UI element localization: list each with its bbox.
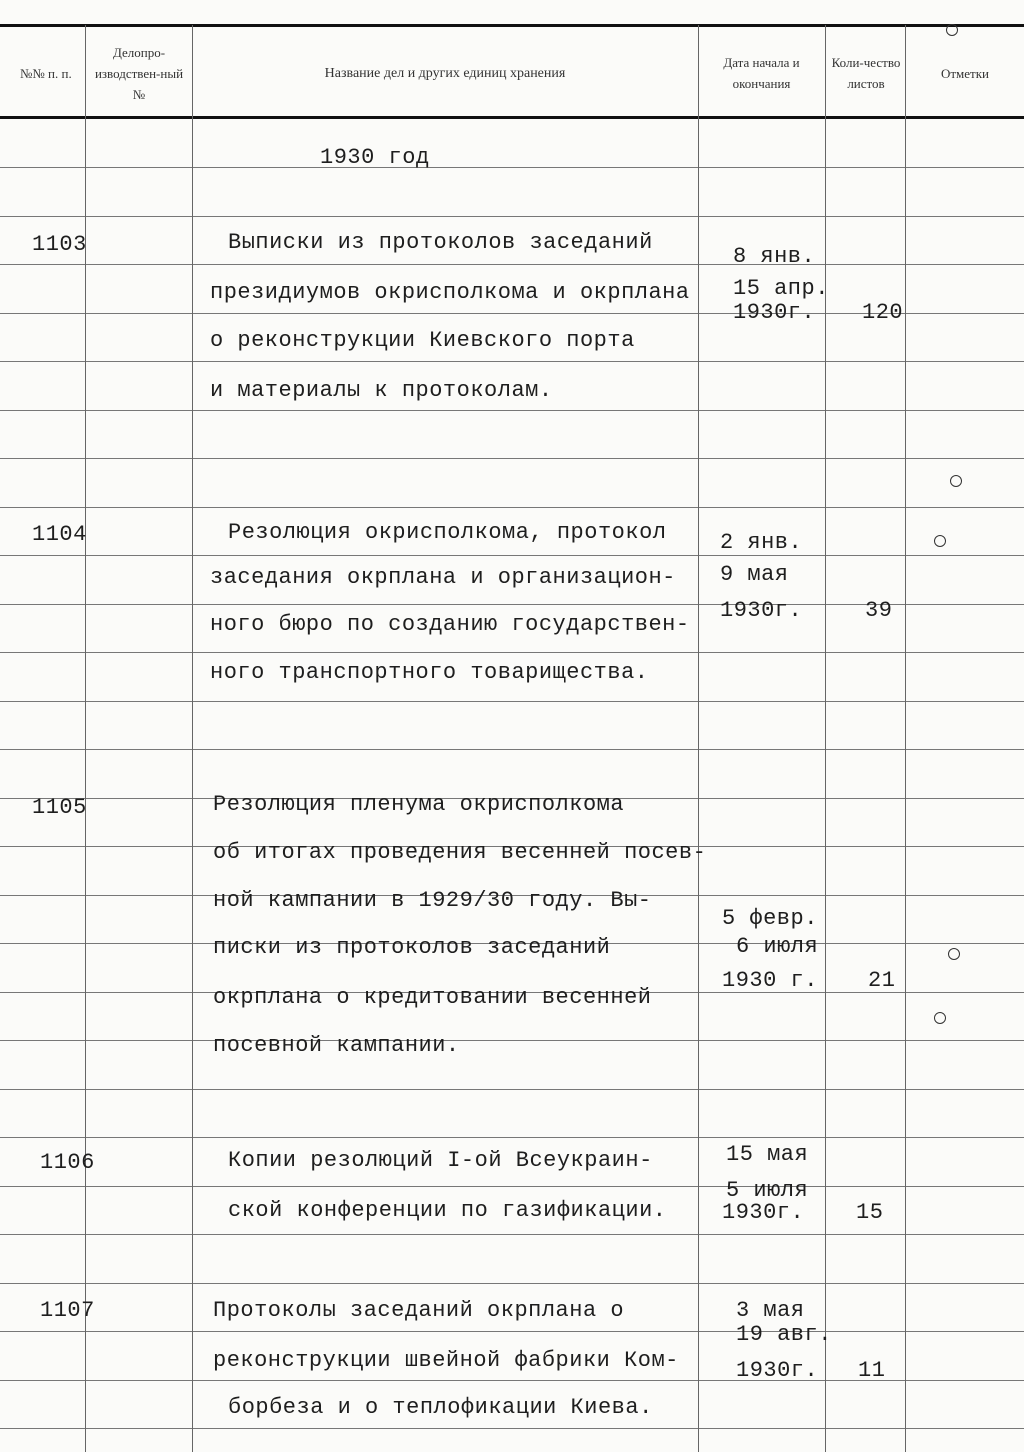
entry-title-line: реконструкции швейной фабрики Ком- [213, 1348, 679, 1373]
ruled-line [0, 167, 1024, 168]
ruled-line [0, 1137, 1024, 1138]
entry-number: 1104 [32, 522, 87, 547]
entry-sheets: 15 [856, 1200, 884, 1225]
binder-hole-mark [948, 948, 960, 960]
entry-number: 1103 [32, 232, 87, 257]
entry-year: 1930г. [722, 1200, 805, 1225]
binder-hole-mark [950, 475, 962, 487]
entry-date-start: 5 февр. [722, 906, 818, 931]
entry-year: 1930 г. [722, 968, 818, 993]
entry-title-line: ской конференции по газификации. [228, 1198, 667, 1223]
entry-title-line: ной кампании в 1929/30 году. Вы- [213, 888, 652, 913]
ruled-line [0, 458, 1024, 459]
ruled-line [0, 701, 1024, 702]
entry-date-end: 6 июля [736, 934, 819, 959]
entry-title-line: Протоколы заседаний окрплана о [213, 1298, 625, 1323]
entry-title-line: Копии резолюций I-ой Всеукраин- [228, 1148, 653, 1173]
header-title: Название дел и других единиц хранения [324, 65, 566, 81]
header-sheets: Коли-чество листов [831, 55, 901, 91]
binder-hole-mark [934, 535, 946, 547]
entry-sheets: 39 [865, 598, 893, 623]
entry-year: 1930г. [736, 1358, 819, 1383]
ruled-line [0, 216, 1024, 217]
entry-title-line: Резолюция пленума окрисполкома [213, 792, 625, 817]
column-divider [825, 25, 826, 1452]
header-office-number: Делопро-изводствен-ный № [94, 44, 184, 102]
header-dates: Дата начала и окончания [723, 55, 800, 91]
year-heading: 1930 год [320, 145, 430, 170]
binder-hole-mark [934, 1012, 946, 1024]
ruled-line [0, 1331, 1024, 1332]
ruled-line [0, 1089, 1024, 1090]
entry-date-start: 3 мая [736, 1298, 805, 1323]
entry-date-start: 15 мая [726, 1142, 809, 1167]
entry-sheets: 11 [858, 1358, 886, 1383]
entry-title-line: президиумов окрисполкома и окрплана [210, 280, 690, 305]
ruled-line [0, 1428, 1024, 1429]
entry-sheets: 120 [862, 300, 904, 325]
ruled-line [0, 1186, 1024, 1187]
ruled-line [0, 652, 1024, 653]
entry-title-line: заседания окрплана и организацион- [210, 565, 676, 590]
entry-title-line: борбеза и о теплофикации Киева. [228, 1395, 653, 1420]
entry-number: 1107 [40, 1298, 95, 1323]
entry-title-line: писки из протоколов заседаний [213, 935, 611, 960]
entry-sheets: 21 [868, 968, 896, 993]
ruled-line [0, 749, 1024, 750]
entry-title-line: об итогах проведения весенней посев- [213, 840, 707, 865]
ruled-line [0, 1283, 1024, 1284]
column-divider [905, 25, 906, 1452]
entry-title-line: окрплана о кредитовании весенней [213, 985, 652, 1010]
entry-year: 1930г. [733, 300, 816, 325]
entry-title-line: и материалы к протоколам. [210, 378, 553, 403]
entry-title-line: Выписки из протоколов заседаний [228, 230, 653, 255]
header-number: №№ п. п. [20, 65, 72, 81]
header-bottom-rule [0, 116, 1024, 119]
ruled-line [0, 264, 1024, 265]
ruled-line [0, 507, 1024, 508]
column-divider [698, 25, 699, 1452]
header-top-rule [0, 24, 1024, 27]
ruled-line [0, 555, 1024, 556]
entry-date-start: 2 янв. [720, 530, 803, 555]
entry-date-end: 19 авг. [736, 1322, 832, 1347]
entry-year: 1930г. [720, 598, 803, 623]
entry-number: 1105 [32, 795, 87, 820]
entry-title-line: ного транспортного товарищества. [210, 660, 649, 685]
binder-hole-mark [946, 24, 958, 36]
column-divider [192, 25, 193, 1452]
ruled-line [0, 1234, 1024, 1235]
entry-title-line: о реконструкции Киевского порта [210, 328, 635, 353]
entry-date-end: 9 мая [720, 562, 789, 587]
header-notes: Отметки [940, 65, 990, 81]
ruled-line [0, 410, 1024, 411]
entry-title-line: Резолюция окрисполкома, протокол [228, 520, 667, 545]
entry-title-line: посевной кампании. [213, 1033, 460, 1058]
ruled-line [0, 1040, 1024, 1041]
entry-date-end: 5 июля [726, 1178, 809, 1203]
entry-date-end: 15 апр. [733, 276, 829, 301]
entry-title-line: ного бюро по созданию государствен- [210, 612, 690, 637]
entry-number: 1106 [40, 1150, 95, 1175]
ruled-line [0, 361, 1024, 362]
entry-date-start: 8 янв. [733, 244, 816, 269]
